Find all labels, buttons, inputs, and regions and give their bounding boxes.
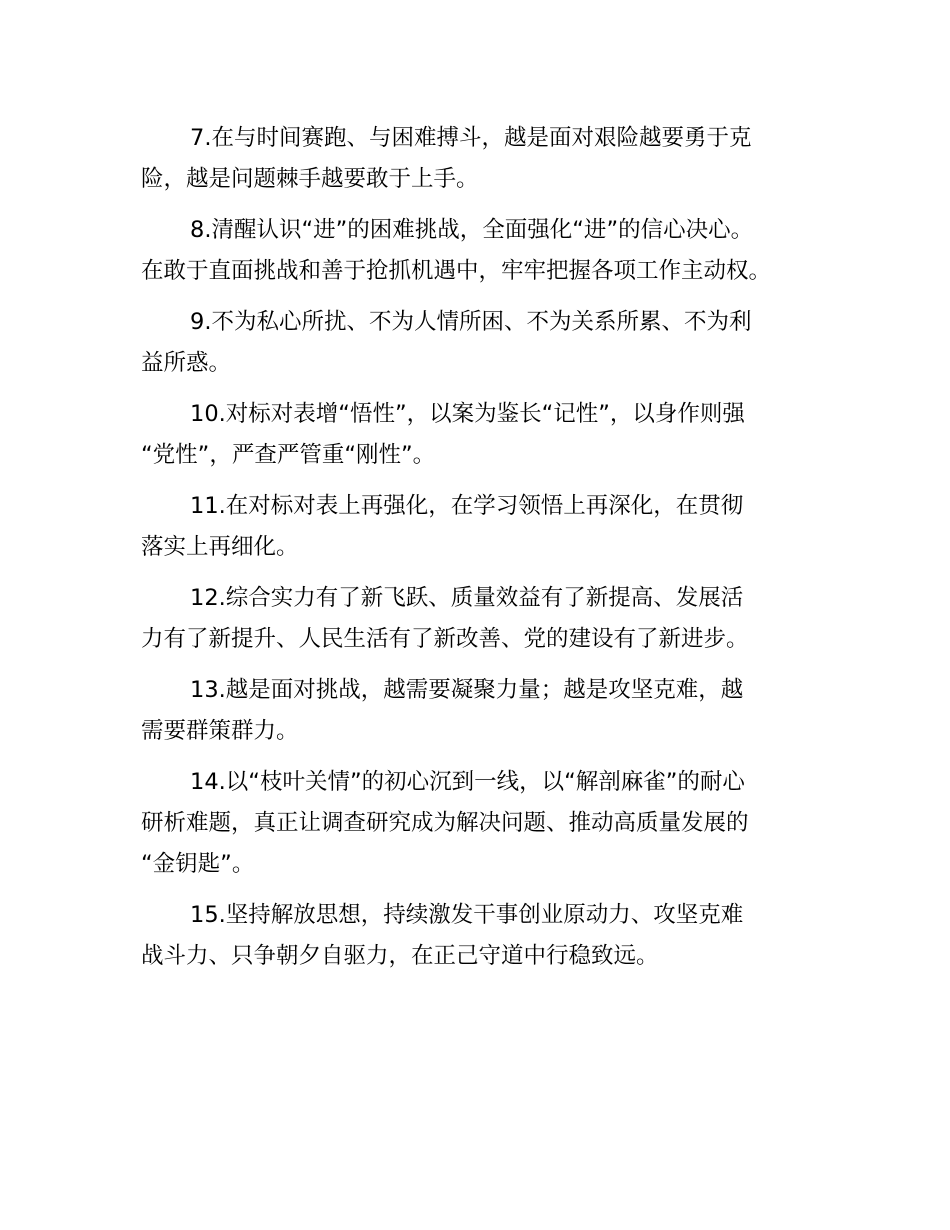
paragraph-line: 8.清醒认识“进”的困难挑战，全面强化“进”的信心决心。 xyxy=(190,217,754,243)
paragraph-line: 9.不为私心所扰、不为人情所困、不为关系所累、不为利 xyxy=(190,309,752,335)
paragraph-8 xyxy=(141,210,821,292)
paragraph-line: 战斗力、只争朝夕自驱力，在正己守道中行稳致远。 xyxy=(141,943,659,969)
paragraph-line: 在敢于直面挑战和善于抢抓机遇中，牢牢把握各项工作主动权。 xyxy=(141,258,772,284)
paragraph-line: 需要群策群力。 xyxy=(141,718,299,744)
paragraph-line: 益所惑。 xyxy=(141,350,232,376)
paragraph-line: 11.在对标对表上再强化，在学习领悟上再深化，在贯彻 xyxy=(190,493,744,519)
document-body xyxy=(141,118,821,987)
paragraph-7 xyxy=(141,118,821,200)
paragraph-line: 15.坚持解放思想，持续激发干事创业原动力、攻坚克难 xyxy=(190,902,744,928)
paragraph-15 xyxy=(141,895,821,977)
paragraph-line: 13.越是面对挑战，越需要凝聚力量；越是攻坚克难，越 xyxy=(190,677,744,703)
paragraph-line: 7.在与时间赛跑、与困难搏斗，越是面对艰险越要勇于克 xyxy=(190,125,752,151)
paragraph-line: 12.综合实力有了新飞跃、质量效益有了新提高、发展活 xyxy=(190,585,744,611)
paragraph-line: 10.对标对表增“悟性”，以案为鉴长“记性”，以身作则强 xyxy=(190,401,745,427)
paragraph-10 xyxy=(141,394,821,476)
paragraph-line: “党性”，严查严管重“刚性”。 xyxy=(141,442,436,468)
paragraph-line: 14.以“枝叶关情”的初心沉到一线，以“解剖麻雀”的耐心 xyxy=(190,769,745,795)
paragraph-line: 力有了新提升、人民生活有了新改善、党的建设有了新进步。 xyxy=(141,626,749,652)
paragraph-11 xyxy=(141,486,821,568)
paragraph-line: 研析难题，真正让调查研究成为解决问题、推动高质量发展的 xyxy=(141,810,749,836)
paragraph-line: “金钥匙”。 xyxy=(141,851,255,877)
paragraph-line: 落实上再细化。 xyxy=(141,534,299,560)
paragraph-9 xyxy=(141,302,821,384)
paragraph-13 xyxy=(141,670,821,752)
paragraph-line: 险，越是问题棘手越要敢于上手。 xyxy=(141,166,479,192)
paragraph-12 xyxy=(141,578,821,660)
paragraph-14 xyxy=(141,762,821,885)
